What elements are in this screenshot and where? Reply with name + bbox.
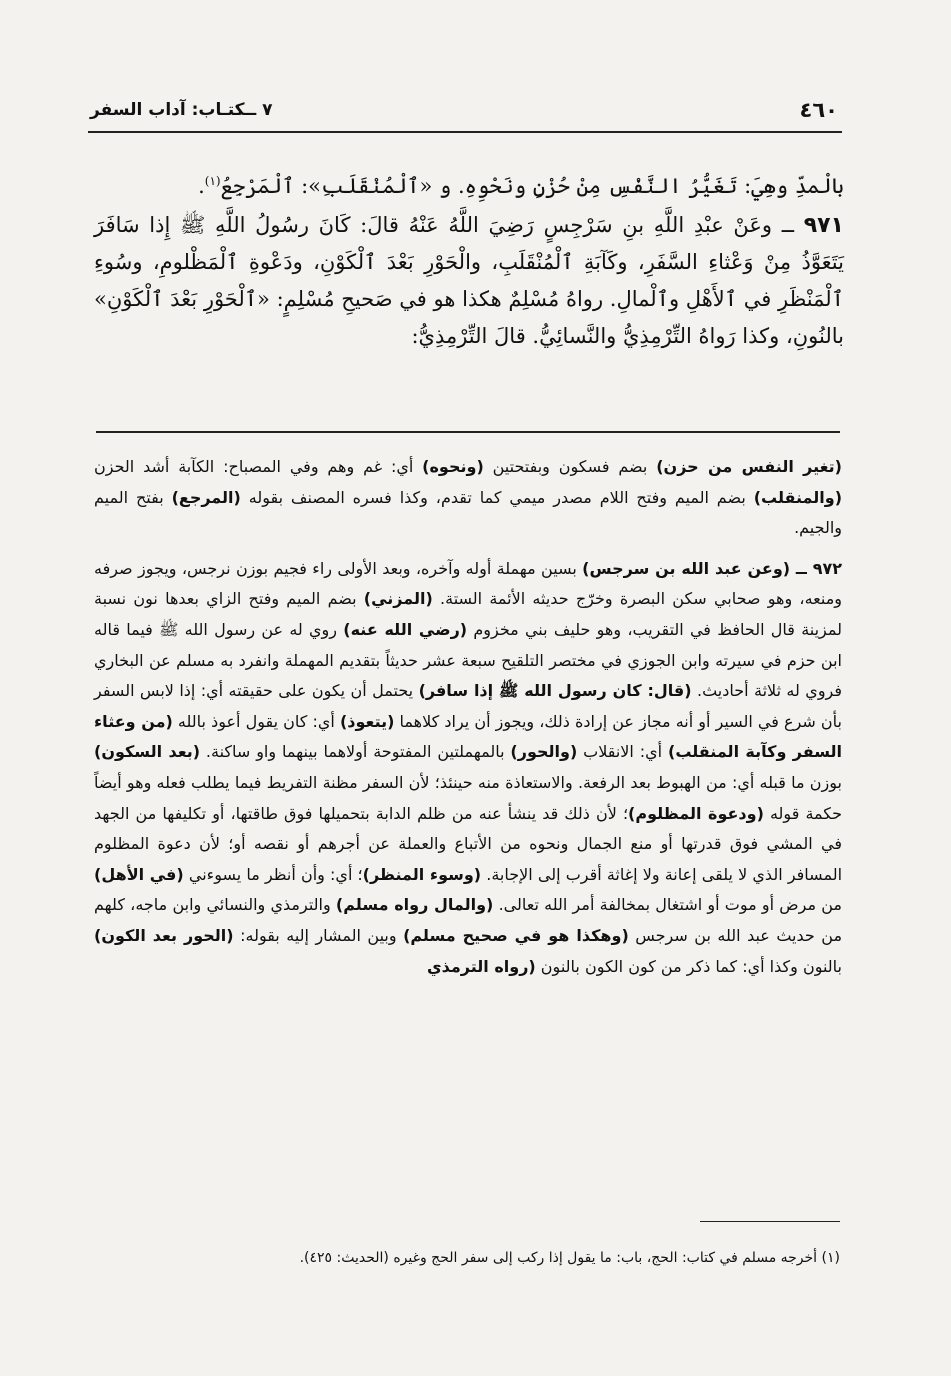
commentary-term: (ودعوة المظلوم): [628, 803, 764, 823]
commentary-text: ؛ أي: وأن أنظر ما يسوءني: [183, 864, 363, 884]
commentary-text: والترمذي والنسائي وابن ماجه، كلهم من حديث عبد الله بن سرجس: [94, 895, 843, 945]
commentary-text: بضم الميم وفتح الزاي بعدها نون نسبة لمزينة قال الحافظ في التقريب، وهو حليف بني مخزوم: [94, 589, 843, 639]
section-divider: [96, 431, 840, 433]
commentary-term: (الحور بعد الكون): [94, 925, 234, 945]
commentary-text: أي: كان يقول أعوذ بالله: [172, 711, 340, 731]
commentary-text: بالمهملتين المفتوحة أولاهما بينهما واو ساكنة.: [200, 742, 511, 762]
commentary-text: وبين المشار إليه بقوله:: [233, 925, 404, 945]
commentary-text: بفتح الميم والجيم.: [94, 487, 842, 538]
page-number: ٤٦٠: [799, 98, 838, 122]
hadith-paragraph: [94, 207, 844, 355]
commentary-term: (قال: كان رسول الله ﷺ إذا سافر): [418, 681, 692, 701]
commentary-term: (وعن عبد الله بن سرجس): [582, 558, 791, 578]
page-header: [88, 98, 840, 126]
commentary-term: (رضي الله عنه): [343, 619, 468, 639]
commentary-term: (والمنقلب): [753, 487, 843, 507]
commentary-term: (المرجع): [171, 487, 241, 507]
commentary-text: روي له عن رسول الله ﷺ فيما قاله ابن حزم في سيرته وابن الجوزي في مختصر التلقيح سبعة عشر حديثاً بتقديم المهملة وانفرد به مسلم عن البخاري فروي له ثلاثة أحاديث.: [94, 619, 843, 701]
footnote-ref[interactable]: (١): [204, 174, 221, 188]
hadith-number: ٩٧١: [803, 213, 844, 238]
commentary-term: (والحور): [510, 742, 578, 762]
main-text: [94, 163, 844, 357]
main-line-1-end: .: [198, 174, 205, 198]
commentary-term: (ونحوه): [422, 457, 484, 476]
commentary-paragraph-2: [94, 554, 842, 982]
commentary-term: (تغير النفس من حزن): [656, 457, 842, 476]
commentary-text: من مرض أو موت أو اشتغال بمخالفة أمر الله تعالى.: [493, 895, 843, 915]
commentary: [94, 452, 842, 982]
hadith-text: ــ وعَنْ عبْدِ اللَّهِ بنِ سَرْجِسٍ رَضِيَ اللَّهُ عَنْهُ قالَ: كَانَ رسُولُ اللَّهِ ﷺ إِذا سَافَرَ يَتَعَوَّذُ مِنْ وَعْثاءِ السَّفَرِ، وكَآبَةِ ٱلْمُنْقَلَبِ، والْحَوْرِ بَعْدَ ٱلْكَوْنِ، ودَعْوةِ ٱلْمَظْلومِ، وسُوءِ ٱلْمَنْظَرِ في ٱلأَهْلِ وٱلْمالِ. رواهُ مُسْلِمٌ هكذا هو في صَحيحِ مُسْلِمٍ: «ٱلْحَوْرِ بَعْدَ ٱلْكَوْنِ» بالنُونِ، وكذا رَواهُ التِّرْمِذِيُّ والنَّسائِيُّ. قالَ التِّرْمِذِيُّ:: [94, 213, 844, 348]
main-line-1-text: بالْمدِّ وهِيَ: تَغَيُّرُ النَّفْسِ مِنْ حُزْنٍ ونَحْوِهِ. و «ٱلْمُنْقَلَبِ»: ٱلْمَرْجِعُ: [220, 174, 844, 198]
running-title: ٧ ــكتـاب: آداب السفر: [90, 100, 273, 120]
commentary-text: بضم فسكون وبفتحتين: [483, 457, 657, 476]
commentary-term: (وسوء المنظر): [362, 864, 482, 884]
commentary-term: (بعد السكون): [94, 742, 201, 762]
commentary-term: (والمال رواه مسلم): [335, 895, 494, 915]
commentary-term: (رواه الترمذي: [426, 956, 536, 976]
commentary-term: (من وعثاء السفر وكآبة المنقلب): [94, 711, 842, 762]
footnote: (١) أخرجه مسلم في كتاب: الحج، باب: ما يقول إذا ركب إلى سفر الحج وغيره (الحديث: ٤٢٥).: [299, 1250, 840, 1266]
footnote-divider: [700, 1221, 840, 1222]
header-divider: [88, 131, 842, 133]
commentary-term: (يتعوذ): [339, 711, 395, 731]
commentary-term: (في الأهل): [94, 864, 184, 884]
commentary-term: (المزني): [363, 589, 433, 609]
commentary-text: بالنون وكذا أي: كما ذكر من كون الكون بالنون: [535, 956, 842, 976]
commentary-text: ؛ لأن ذلك قد ينشأ عنه من ظلم الدابة بتحميلها فوق طاقتها، أو تكليفها من الجهد في المشي فوق قدرتها أو منع الجمال ونحوه من الأتباع والعملة عن أجرهم أو نقصه أو؛ لأن دعوة المظلوم المسافر الذي لا يلقى إعانة ولا إغاثة أقرب إلى الإجابة.: [94, 803, 843, 884]
commentary-text: بوزن ما قبله أي: من الهبوط بعد الرفعة. والاستعاذة منه حينئذ؛ لأن السفر مظنة التفريط فيما يطلب فعله وهو أيضاً حكمة قوله: [94, 772, 842, 823]
commentary-term: (وهكذا هو في صحيح مسلم): [403, 925, 629, 945]
commentary-text: أي: غم وهم وفي المصباح: الكآبة أشد الحزن: [94, 457, 423, 476]
commentary-text: أي: الانقلاب: [577, 742, 668, 762]
commentary-text: بسين مهملة أوله وآخره، وبعد الأولى راء فجيم بوزن نرجس، ويجوز صرفه ومنعه، وهو صحابي سكن البصرة وخرّج حديثه الأئمة الستة.: [94, 558, 842, 609]
commentary-text: بضم الميم وفتح اللام مصدر ميمي كما تقدم، وكذا فسره المصنف بقوله: [240, 487, 754, 507]
main-line-1: [94, 163, 844, 205]
commentary-text: يحتمل أن يكون على حقيقته أي: إذا لابس السفر بأن شرع في السير أو أنه مجاز عن إرادة ذلك، ويجوز أن يراد كلاهما: [94, 681, 843, 731]
commentary-term: ٩٧٢ ــ: [790, 558, 843, 578]
commentary-paragraph-1: [94, 452, 842, 544]
